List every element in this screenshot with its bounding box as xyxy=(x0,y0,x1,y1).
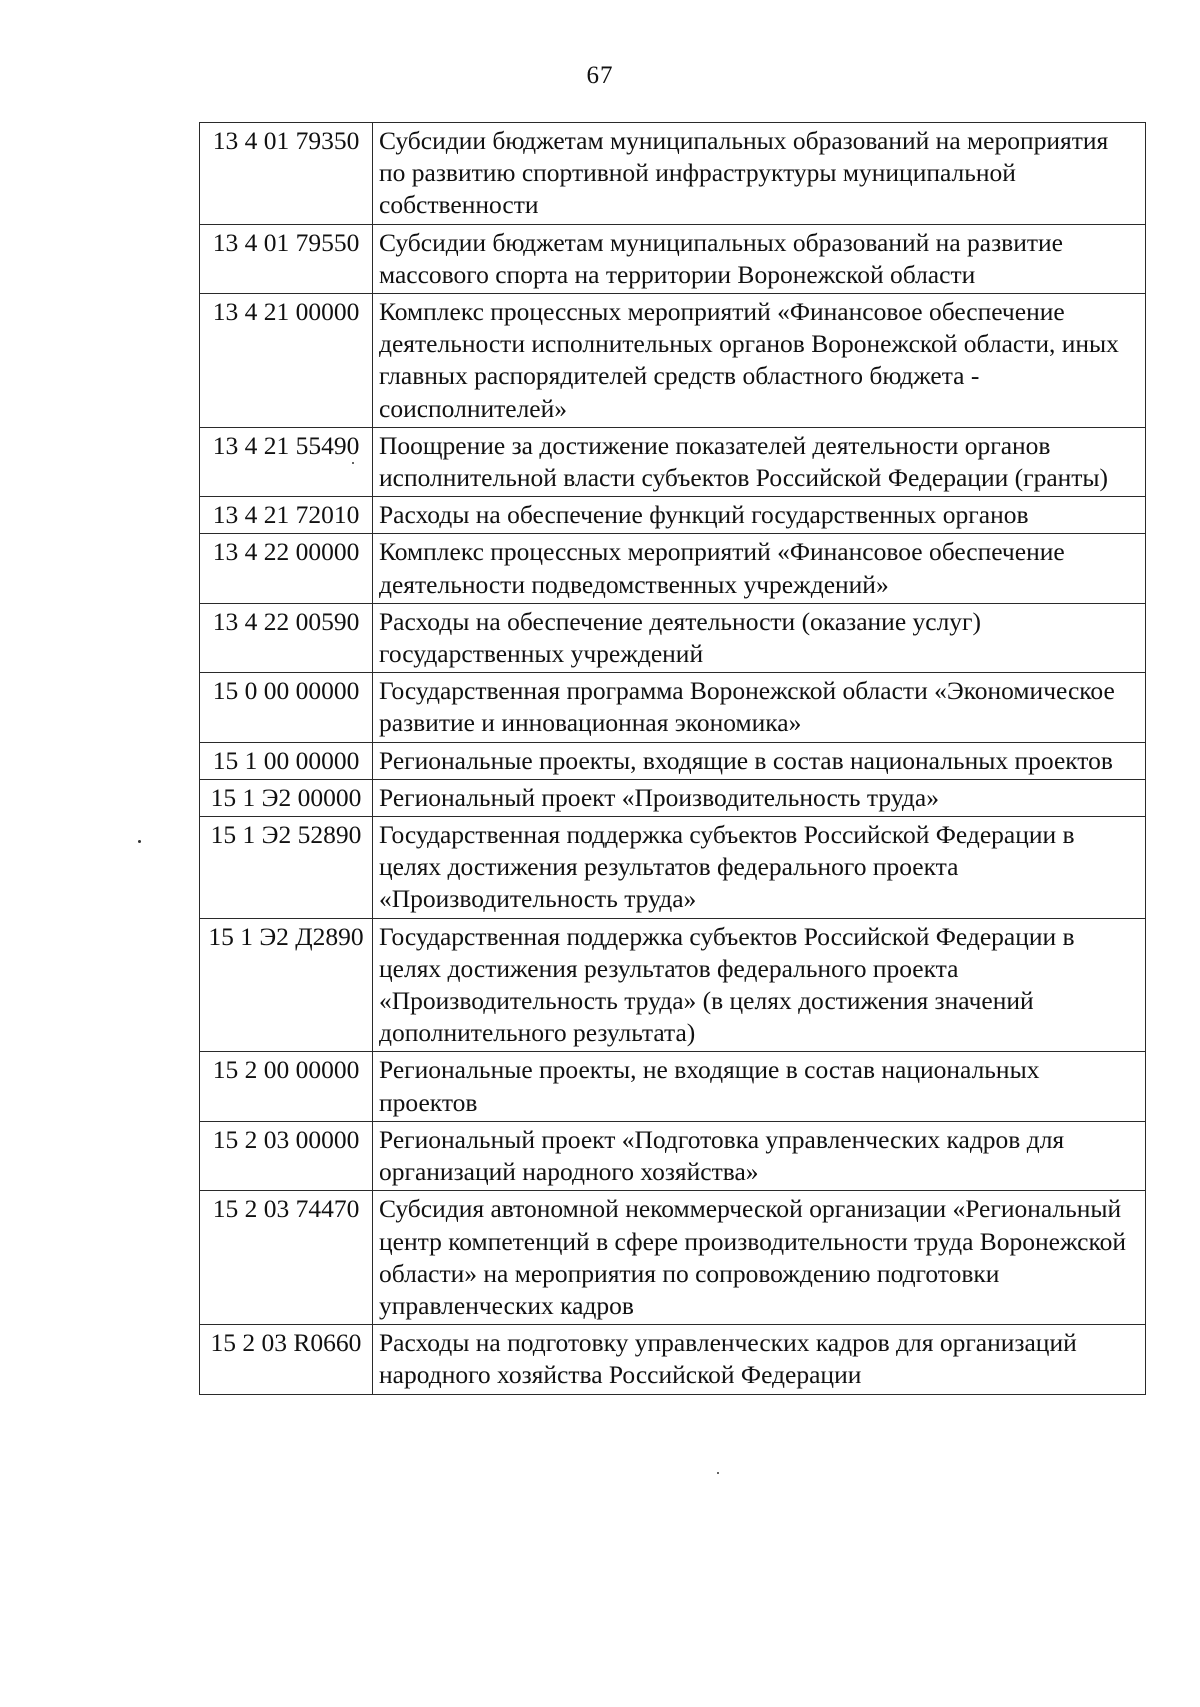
table-row xyxy=(200,918,1146,1052)
table-row xyxy=(200,1325,1146,1394)
table-row xyxy=(200,817,1146,919)
row-code: 15 0 00 00000 xyxy=(200,673,373,742)
row-code: 15 2 03 74470 xyxy=(200,1191,373,1325)
row-description: Региональный проект «Подготовка управленческих кадров для организаций народного хозяйства» xyxy=(373,1121,1146,1190)
row-code: 15 1 00 00000 xyxy=(200,742,373,779)
row-description: Государственная поддержка субъектов Российской Федерации в целях достижения результатов федерального проекта «Производительность труда» xyxy=(373,817,1146,919)
row-code: 13 4 22 00000 xyxy=(200,534,373,603)
scan-speck-left xyxy=(138,840,141,843)
row-description: Расходы на обеспечение функций государственных органов xyxy=(373,497,1146,534)
row-code: 13 4 22 00590 xyxy=(200,603,373,672)
table-row xyxy=(200,779,1146,816)
table-row xyxy=(200,123,1146,225)
table-row xyxy=(200,427,1146,496)
row-code: 13 4 21 00000 xyxy=(200,294,373,428)
scan-speck-row3 xyxy=(352,462,354,464)
row-description: Региональный проект «Производительность труда» xyxy=(373,779,1146,816)
row-description: Расходы на подготовку управленческих кадров для организаций народного хозяйства Российской Федерации xyxy=(373,1325,1146,1394)
row-description: Комплекс процессных мероприятий «Финансовое обеспечение деятельности подведомственных учреждений» xyxy=(373,534,1146,603)
row-code: 13 4 21 72010 xyxy=(200,497,373,534)
row-description: Комплекс процессных мероприятий «Финансовое обеспечение деятельности исполнительных органов Воронежской области, иных главных распорядителей средств областного бюджета - соисполнителей» xyxy=(373,294,1146,428)
row-code: 13 4 21 55490 xyxy=(200,427,373,496)
scan-speck-row15 xyxy=(717,1472,719,1474)
row-code: 15 1 Э2 52890 xyxy=(200,817,373,919)
budget-code-table xyxy=(199,122,1146,1395)
table-row xyxy=(200,673,1146,742)
table-row xyxy=(200,1052,1146,1121)
row-code: 15 2 00 00000 xyxy=(200,1052,373,1121)
row-code: 13 4 01 79350 xyxy=(200,123,373,225)
row-description: Региональные проекты, входящие в состав национальных проектов xyxy=(373,742,1146,779)
row-description: Региональные проекты, не входящие в состав национальных проектов xyxy=(373,1052,1146,1121)
table-row xyxy=(200,1121,1146,1190)
table-row xyxy=(200,742,1146,779)
row-code: 15 1 Э2 00000 xyxy=(200,779,373,816)
table-row xyxy=(200,224,1146,293)
table-row xyxy=(200,534,1146,603)
page-number: 67 xyxy=(586,62,614,89)
table-row xyxy=(200,1191,1146,1325)
row-code: 15 2 03 R0660 xyxy=(200,1325,373,1394)
row-description: Расходы на обеспечение деятельности (оказание услуг) государственных учреждений xyxy=(373,603,1146,672)
row-description: Поощрение за достижение показателей деятельности органов исполнительной власти субъектов Российской Федерации (гранты) xyxy=(373,427,1146,496)
row-description: Государственная программа Воронежской области «Экономическое развитие и инновационная экономика» xyxy=(373,673,1146,742)
table-row xyxy=(200,497,1146,534)
row-description: Государственная поддержка субъектов Российской Федерации в целях достижения результатов федерального проекта «Производительность труда» (в целях достижения значений дополнительного результата) xyxy=(373,918,1146,1052)
table-body xyxy=(200,123,1146,1395)
row-description: Субсидия автономной некоммерческой организации «Региональный центр компетенций в сфере производительности труда Воронежской области» на мероприятия по сопровождению подготовки управленческих кадров xyxy=(373,1191,1146,1325)
row-code: 15 1 Э2 Д2890 xyxy=(200,918,373,1052)
row-code: 13 4 01 79550 xyxy=(200,224,373,293)
row-description: Субсидии бюджетам муниципальных образований на развитие массового спорта на территории Воронежской области xyxy=(373,224,1146,293)
row-code: 15 2 03 00000 xyxy=(200,1121,373,1190)
table-row xyxy=(200,294,1146,428)
row-description: Субсидии бюджетам муниципальных образований на мероприятия по развитию спортивной инфраструктуры муниципальной собственности xyxy=(373,123,1146,225)
table-row xyxy=(200,603,1146,672)
